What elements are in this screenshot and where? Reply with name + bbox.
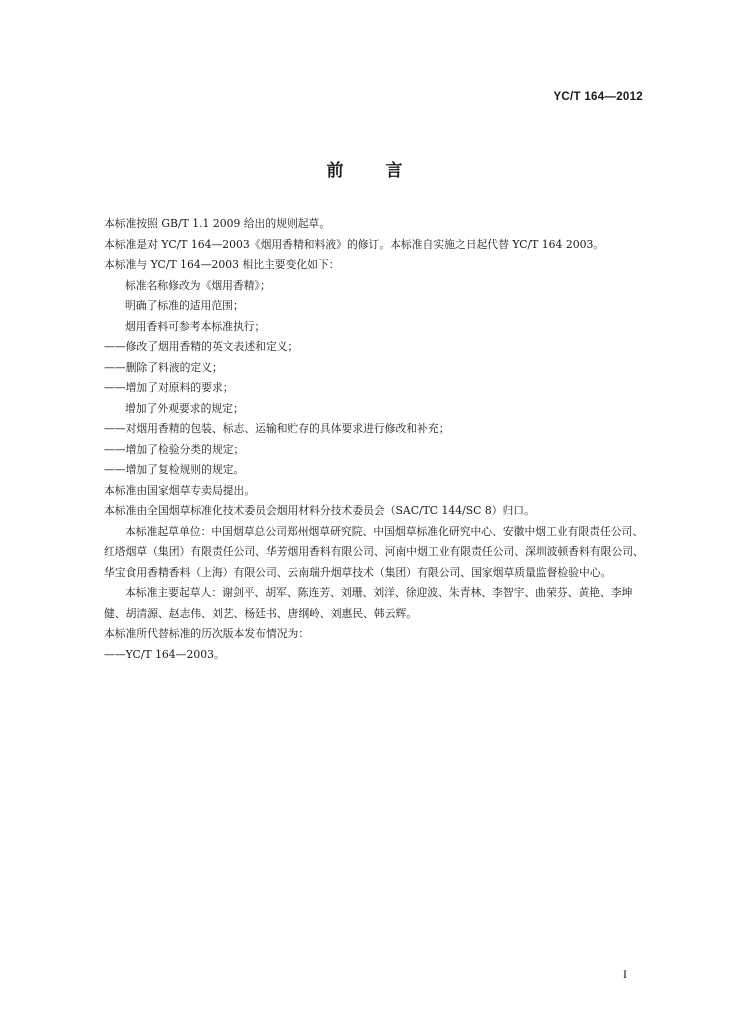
page-title <box>0 156 729 181</box>
paragraph-history-intro: 本标准所代替标准的历次版本发布情况为： <box>104 627 310 640</box>
change-item: ——增加了检验分类的规定； <box>104 442 245 456</box>
standard-code: YC/T 164—2012 <box>553 91 643 103</box>
change-item: ——增加了复检规则的规定。 <box>104 463 245 476</box>
paragraph-drafters: 本标准主要起草人：谢剑平、胡军、陈连芳、刘珊、刘洋、徐迎波、朱青林、李智宇、曲荣芬、黄艳、李坤健、胡清源、赵志伟、刘艺、杨廷书、唐纲岭、刘惠民、韩云辉。 <box>104 586 633 620</box>
document-body <box>104 214 644 665</box>
page-number: I <box>623 967 627 981</box>
change-item: 烟用香料可参考本标准执行； <box>125 319 266 333</box>
paragraph-drafting-rule: 本标准按照 GB/T 1.1 2009 给出的规则起草。 <box>104 217 331 230</box>
paragraph-changes-intro: 本标准与 YC/T 164—2003 相比主要变化如下： <box>104 258 340 271</box>
paragraph-centralized-by: 本标准由全国烟草标准化技术委员会烟用材料分技术委员会（SAC/TC 144/SC 8）归口。 <box>104 504 535 517</box>
paragraph-revision: 本标准是对 YC/T 164—2003《烟用香精和料液》的修订。本标准自实施之日起代替 YC/T 164 2003。 <box>104 237 605 251</box>
change-item: ——删除了料液的定义； <box>104 360 223 374</box>
change-item: 标准名称修改为《烟用香精》； <box>125 278 271 292</box>
history-item: ——YC/T 164—2003。 <box>104 647 225 661</box>
paragraph-proposed-by: 本标准由国家烟草专卖局提出。 <box>104 483 256 497</box>
paragraph-drafting-units: 本标准起草单位：中国烟草总公司郑州烟草研究院、中国烟草标准化研究中心、安徽中烟工业有限责任公司、红塔烟草（集团）有限责任公司、华芳烟用香料有限公司、河南中烟工业有限责任公司、深圳波顿香料有限公司、华宝食用香精香料（上海）有限公司、云南瑞升烟草技术（集团）有限公司、国家烟草质量监督检验中心。 <box>104 524 644 579</box>
change-item: 明确了标准的适用范围； <box>125 299 244 312</box>
title-char-2: 言 <box>385 161 403 181</box>
change-item: ——增加了对原料的要求； <box>104 381 234 394</box>
change-item: ——修改了烟用香精的英文表述和定义； <box>104 340 299 353</box>
change-item: ——对烟用香精的包装、标志、运输和贮存的具体要求进行修改和补充； <box>104 422 450 435</box>
title-char-1: 前 <box>326 161 344 181</box>
change-item: 增加了外观要求的规定； <box>125 401 244 415</box>
